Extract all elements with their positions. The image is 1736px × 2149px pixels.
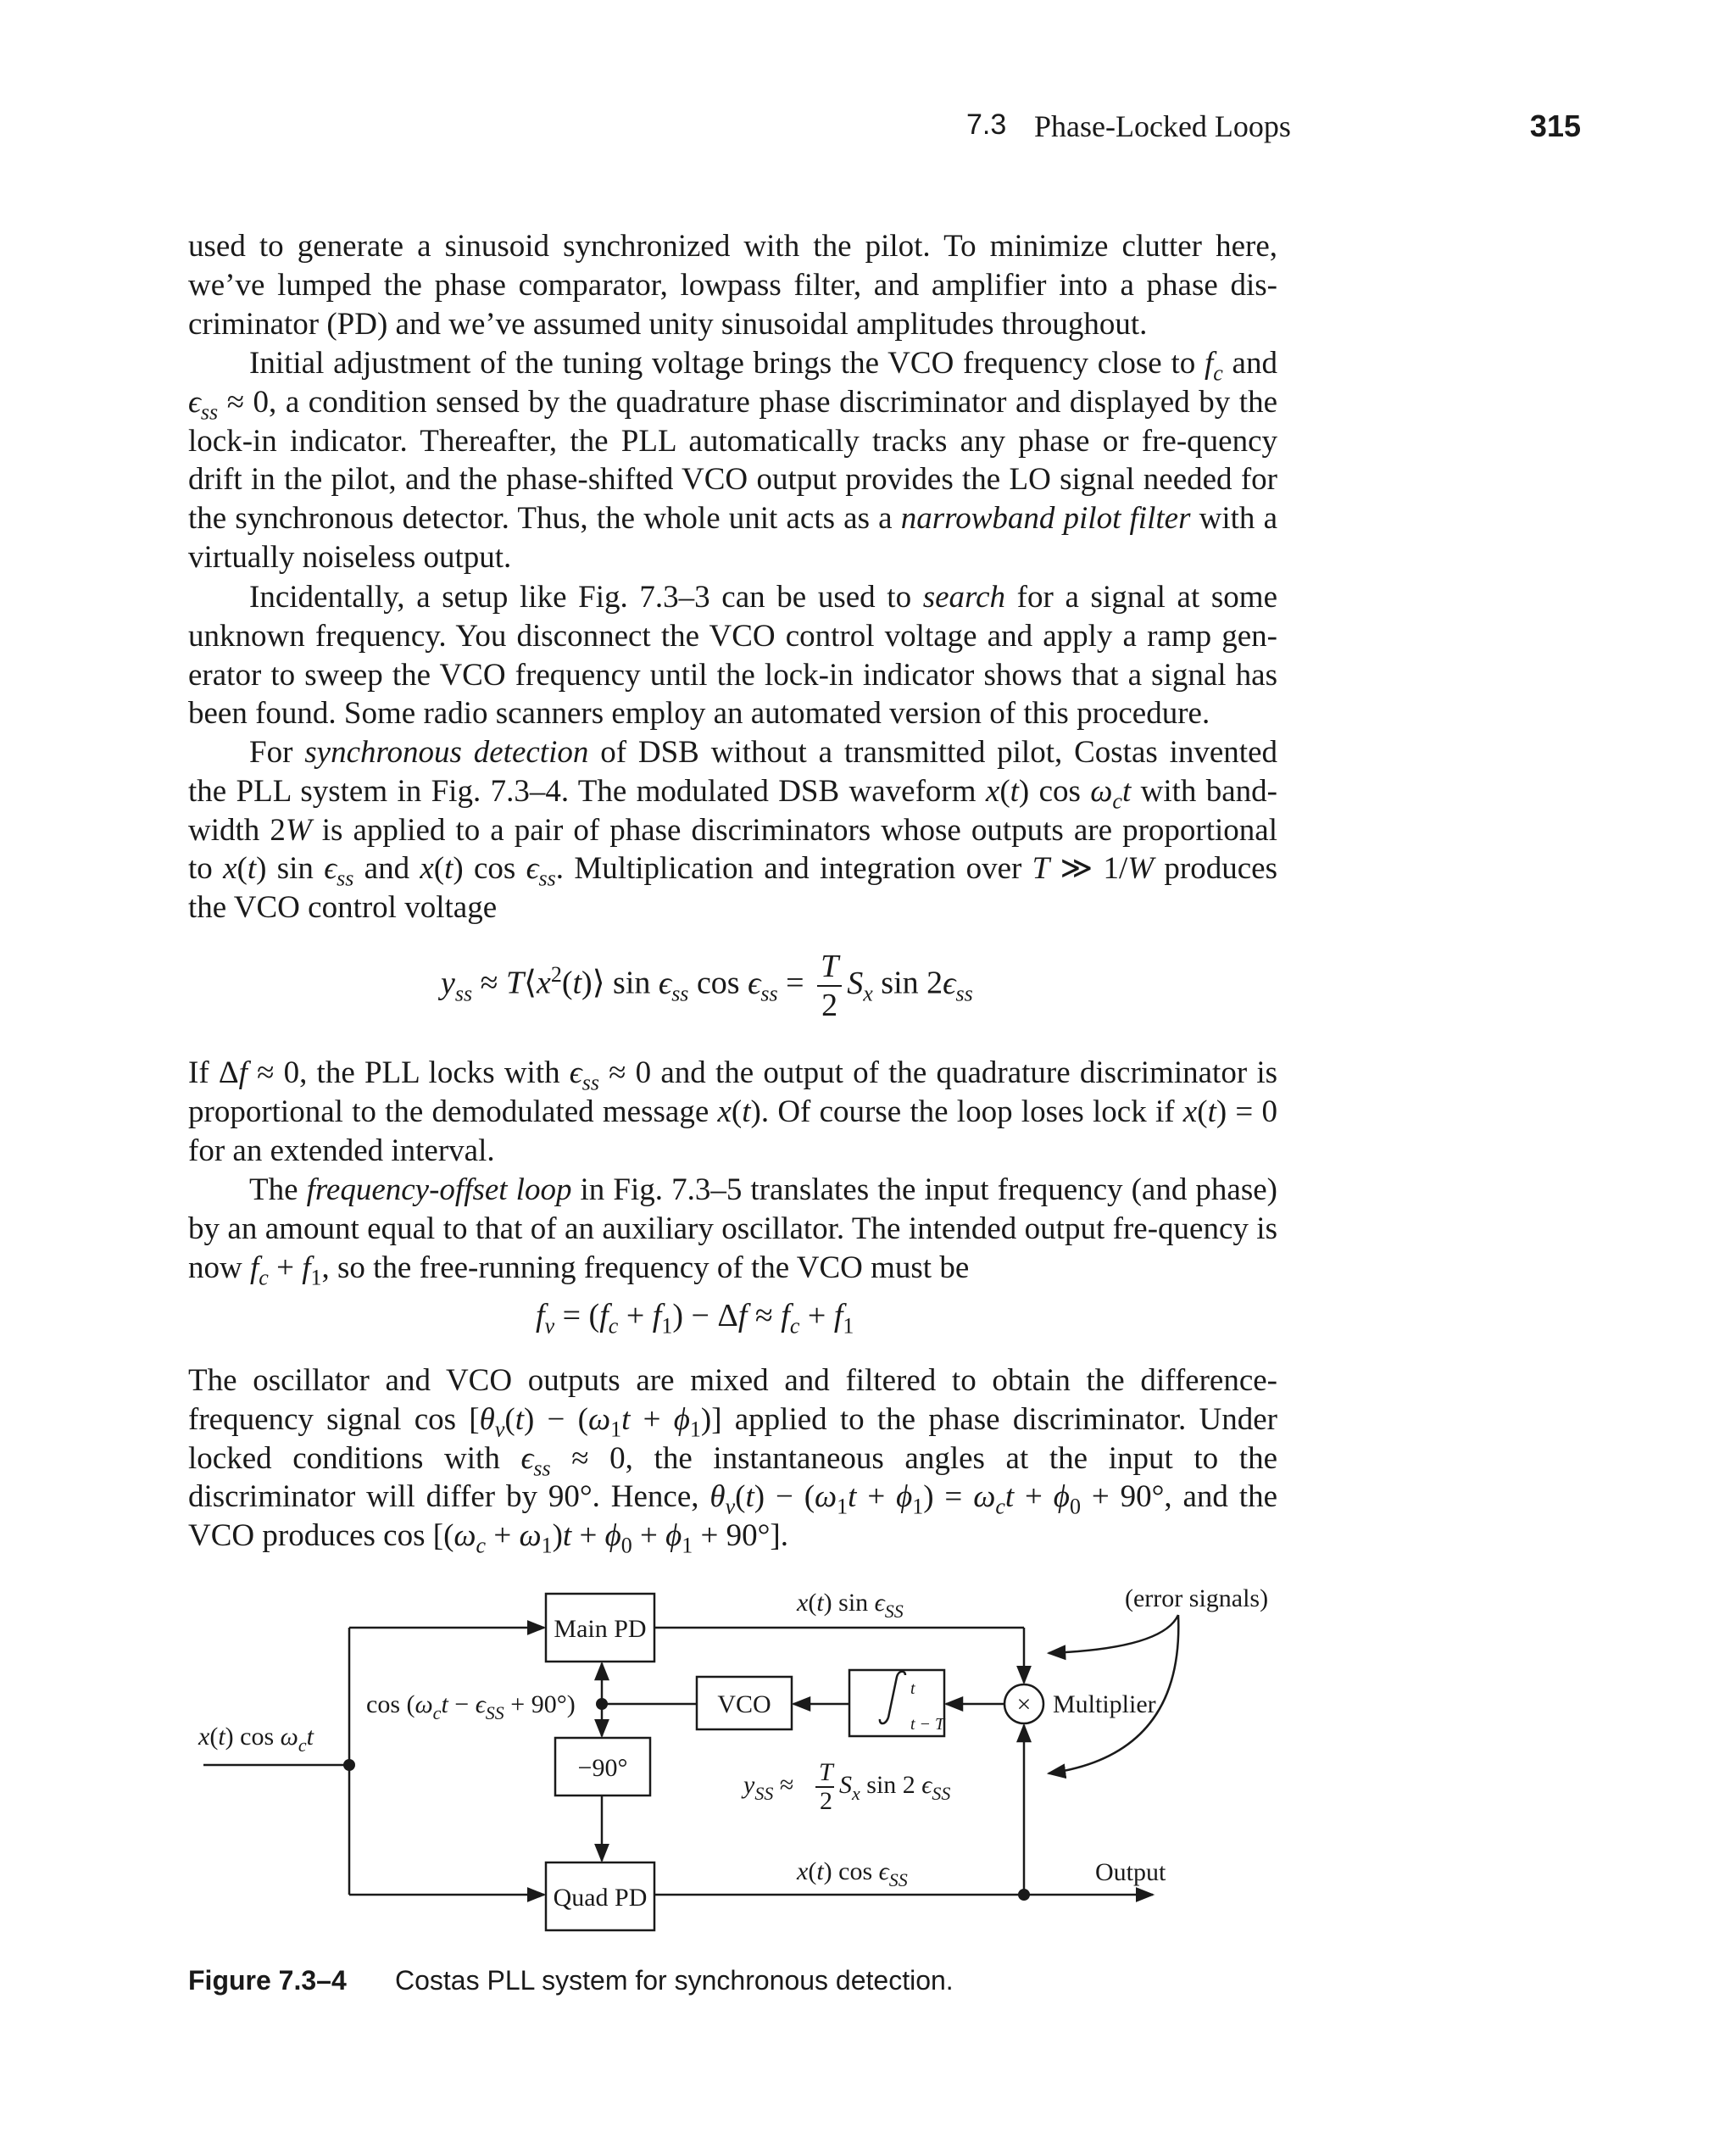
text-run: Incidentally, a setup like Fig. 7.3–3 can be used to bbox=[249, 580, 923, 615]
text-run: ≈ 0, the PLL locks with bbox=[247, 1055, 570, 1090]
text-run: ≈ 0, a condition sensed by the quadrature phase discriminator and displayed by the lock-in indicator. Thereafter, the PLL automatically tracks any phase or fre-quency drift in the pilot, and the phase-shifted VCO output provides the LO signal needed for the synchronous detector. Thus, the whole unit acts as a bbox=[188, 384, 1277, 537]
text-run: with band-width 2 bbox=[188, 773, 1277, 848]
text-run: produces the VCO control voltage bbox=[188, 851, 1277, 926]
text-run: Initial adjustment of the tuning voltage brings the VCO frequency close to bbox=[249, 346, 1205, 381]
emphasis: search bbox=[922, 580, 1006, 615]
text-run: , and the VCO produces cos [ bbox=[188, 1479, 1277, 1554]
page-number: 315 bbox=[1529, 109, 1581, 143]
text-run: = 0 for an extended interval. bbox=[188, 1094, 1277, 1168]
paragraph-1-text: used to generate a sinusoid synchronized with the pilot. To minimize clutter here, we’ve lumped the phase comparator, lowpass filter, and amplifier into a phase dis-criminator (PD) and we’ve assumed unity sinusoidal amplitudes throughout. bbox=[188, 229, 1277, 342]
paragraph-2: Initial adjustment of the tuning voltage brings the VCO frequency close to $f_c$ and $\epsilon_{ss} \approx 0$, a condition sensed by the quadrature phase discriminator and displayed by the lock-in indicator. Thereafter, the PLL automatically tracks any phase or fre-quency drift in the pilot, and the phase-shifted VCO output provides the LO signal needed for the synchronous detector. Thus, the whole unit acts as a narrowband pilot filter with a virtually noiseless output. bbox=[188, 346, 1278, 575]
svg-text:T: T bbox=[819, 1758, 833, 1786]
multiplier-label: Multiplier bbox=[1053, 1690, 1156, 1718]
integral-lower-limit: t − T bbox=[910, 1715, 945, 1734]
main-pd-label: Main PD bbox=[554, 1615, 647, 1643]
text-run: for a signal at some unknown frequency. You disconnect the VCO control voltage and apply a ramp gen-erator to sweep the VCO frequency until the lock-in indicator shows that a signal has been found. Some radio scanners employ an automated version of this procedure. bbox=[188, 580, 1277, 732]
text-run: is applied to a pair of phase discriminators whose outputs are proportional to bbox=[188, 812, 1277, 887]
text-run: with a virtually noiseless output. bbox=[188, 501, 1278, 575]
phase-shift-label: −90° bbox=[577, 1754, 628, 1782]
svg-text:2: 2 bbox=[820, 1787, 832, 1815]
paragraph-1 bbox=[188, 227, 1277, 343]
quad-pd-label: Quad PD bbox=[553, 1884, 648, 1912]
error-signal-arrow-upper bbox=[1049, 1615, 1178, 1653]
figure-caption bbox=[188, 1965, 1290, 2007]
svg-text:ySS ≈: $y_{SS}$ ≈ bbox=[743, 1771, 794, 1804]
lo-junction-dot bbox=[596, 1698, 608, 1710]
text-run: in Fig. 7.3–5 translates the input frequency (and phase) by an amount equal to that of an auxiliary oscillator. The intended output fre-quency is now bbox=[188, 1172, 1277, 1285]
text-run: ] applied to the phase discriminator. Under locked conditions with bbox=[188, 1401, 1278, 1476]
input-signal-label: x(t) $\cos \omega_ct$ bbox=[198, 1723, 314, 1756]
quad-output-signal-label: x(t) $\cos \epsilon_{SS}$ bbox=[797, 1857, 908, 1890]
input-junction-dot bbox=[343, 1759, 355, 1771]
section-title: Phase-Locked Loops bbox=[1034, 109, 1291, 143]
figure-label: Figure 7.3–4 bbox=[188, 1965, 347, 1996]
emphasis: frequency-offset loop bbox=[306, 1172, 572, 1207]
text-run: of DSB without a transmitted pilot, Costas invented the PLL system in Fig. 7.3–4. The modulated DSB waveform bbox=[188, 735, 1278, 809]
output-label: Output bbox=[1095, 1858, 1166, 1886]
text-run: For bbox=[249, 735, 305, 770]
vco-label: VCO bbox=[717, 1690, 771, 1718]
yss-signal-label bbox=[741, 1758, 950, 1815]
text-run: The bbox=[249, 1172, 307, 1207]
paragraph-7: The oscillator and VCO outputs are mixed and filtered to obtain the difference-frequency signal $\cos [\theta_v(t) - (\omega_1t + \phi_1)]$ applied to the phase discriminator. Under locked conditions with $\epsilon_{ss} \approx 0$, the instantaneous angles at the input to the discriminator will differ by 90°. Hence, $\theta_v(t) - (\omega_1t + \phi_1) = \omega_ct + \phi_0 + 90^\circ$, and the VCO produces $\cos [(\omega_c + \omega_1)t + \phi_0 + \phi_1 + 90^\circ]$. bbox=[188, 1363, 1278, 1558]
output-junction-dot bbox=[1018, 1889, 1030, 1901]
running-header bbox=[966, 109, 1581, 151]
text-run: ≈ 0, the instantaneous angles at the input to the discriminator will differ by 90°. Hence, bbox=[188, 1440, 1277, 1515]
text-run: and bbox=[353, 851, 420, 887]
integral-symbol bbox=[880, 1672, 905, 1723]
costas-pll-diagram bbox=[188, 1568, 1307, 1941]
equation-yss: $y_{ss}$ ≈ $T⟨x^2(t)⟩$ $\sin \epsilon_{ss}$ $\cos \epsilon_{ss}$ = $\frac{T}{2}$ $S_x$ $\sin 2\epsilon_{ss}$ bbox=[441, 949, 973, 1023]
text-run: , so the free-running frequency of the VCO must be bbox=[321, 1250, 970, 1285]
paragraph-5: If Δf ≈ 0, the PLL locks with $\epsilon_{ss} \approx 0$ and the output of the quadrature discriminator is proportional to the demodulated message x(t). Of course the loop loses lock if x(t) = 0 for an extended interval. bbox=[188, 1055, 1278, 1168]
integral-upper-limit: t bbox=[910, 1679, 915, 1698]
figure-caption-text: Costas PLL system for synchronous detection. bbox=[395, 1965, 954, 1996]
main-output-signal-label: x(t) $\sin \epsilon_{SS}$ bbox=[797, 1589, 904, 1622]
text-run: The oscillator and VCO outputs are mixed and filtered to obtain the difference-frequency signal cos [ bbox=[188, 1363, 1277, 1437]
text-run: and bbox=[1222, 346, 1277, 381]
lo-signal-label: $\cos (\omega_ct - \epsilon_{SS} + 90^\circ)$ bbox=[366, 1690, 576, 1723]
paragraph-6: The frequency-offset loop in Fig. 7.3–5 translates the input frequency (and phase) by an amount equal to that of an auxiliary oscillator. The intended output fre-quency is now $f_c + f_1$, so the free-running frequency of the VCO must be bbox=[188, 1172, 1277, 1289]
section-number: 7.3 bbox=[966, 109, 1007, 141]
text-run: ]. bbox=[770, 1518, 788, 1554]
equation-fv: $f_v = (f_c + f_1) - \Delta f \approx f_c + f_1$ bbox=[536, 1298, 854, 1339]
times-symbol: × bbox=[1016, 1690, 1032, 1718]
text-run: ≈ 0 and the output of the quadrature discriminator is proportional to the demodulated message bbox=[188, 1055, 1278, 1129]
text-run: If Δ bbox=[188, 1055, 239, 1090]
paragraph-3 bbox=[188, 578, 1277, 733]
text-run: . Multiplication and integration over bbox=[555, 851, 1032, 887]
error-signals-label: (error signals) bbox=[1125, 1584, 1269, 1612]
svg-text:Sx sin 2 ϵSS: $S_x$ sin 2 $\epsilon_{SS}$ bbox=[839, 1771, 951, 1804]
paragraph-4: For synchronous detection of DSB without a transmitted pilot, Costas invented the PLL system in Fig. 7.3–4. The modulated DSB waveform x(t) $\cos \omega_ct$ with band-width 2W is applied to a pair of phase discriminators whose outputs are proportional to x(t) $\sin \epsilon_{ss}$ and x(t) $\cos \epsilon_{ss}$. Multiplication and integration over T ≫ 1/W produces the VCO control voltage bbox=[188, 735, 1278, 926]
text-run: . Of course the loop loses lock if bbox=[760, 1094, 1183, 1129]
emphasis: synchronous detection bbox=[304, 735, 589, 770]
diagram-svg bbox=[188, 1568, 1307, 1941]
emphasis: narrowband pilot filter bbox=[900, 501, 1191, 537]
